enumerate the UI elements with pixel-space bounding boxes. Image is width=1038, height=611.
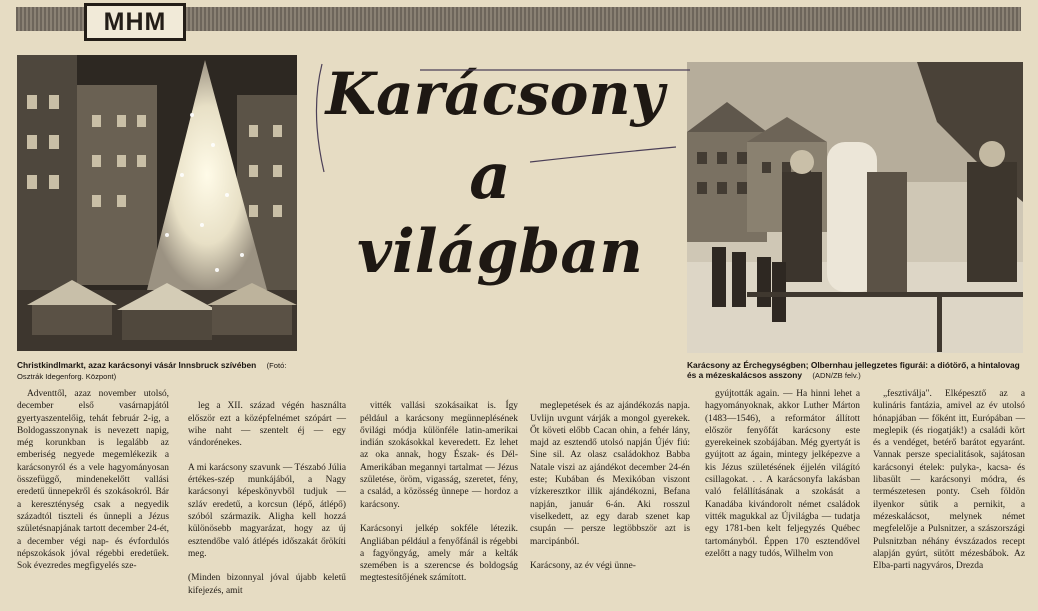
caption-left-text: Christkindlmarkt, azaz karácsonyi vásár Innsbruck szívében <box>17 360 257 370</box>
article-column-6-text: „fesztiválja". Elképesztő az a kulináris fantázia, amivel az év utolsó hónapjában — főként itt, Európában — meglepik (és riogatják!) a családi kört és a vendéget, betérő barátot egyaránt. Vannak persze specialitások, sajátosan karácsonyi ételek: pulyka-, kacsa- és libasült — karácsonyi módra, és természetesen ponty. Cseh földön ilyenkor sütik a pernikit, a mézeskalácsot, melynek német megfelelője a Pulsnitzer, a szászországi Pulsnitzban néhány évszázados recept alapján gyúrt, sütött mézesbábok. Az Elba-parti nagyváros, Drezda <box>873 389 1025 572</box>
photo-innsbruck-christmas-market <box>17 55 297 351</box>
article-column-4-text: meglepetések és az ajándékozás napja. Uvlijn uvgunt várják a mongol gyerekek. Őt követi előbb Cacan ohin, a fehér lány, majd az esztendő utolsó napján Újév fiú: Sine sil. Az olasz családokhoz Babba Natale viszi az ajándékot december 24-én este; Kubában és Mexikóban viszont vízkeresztkor illik ajándékozni, Befana napján, január 6-án. Aki rosszul viselkedett, az egy darab szenet kap csupán — persze legtöbbször azt is marcipánból. Karácsony, az év végi ünne- <box>530 401 690 572</box>
caption-right-photo <box>687 360 1023 381</box>
caption-left-credit: (Fotó: Osztrák Idegenforg. Központ) <box>17 361 287 381</box>
article-title-line-2: a <box>469 139 511 214</box>
article-column-5-text: gyújtották again. — Ha hinni lehet a hagyományoknak, akkor Luther Márton (1483—1546), a reformátor állított először fenyőfát karácsony este gyerekeinek szobájában. Még gyertyát is gyújtott az ágain, mintegy jelképezve a kis Jézus születésének éjjelén világító csillagokat. . . A karácsonyfa lakásban való felállításának a szokását a Kanadába kivándorolt német családok vitték magukkal az Újvilágba — tudatja egy 1781-ben kelt feljegyzés Québec tartományból. Éppen 170 esztendővel ezelőtt a nagy tudós, Wilhelm von <box>705 389 860 559</box>
article-column-6 <box>873 388 1025 574</box>
caption-right-credit: (ADN/ZB felv.) <box>812 371 861 380</box>
magazine-logo: MHM <box>84 3 186 41</box>
article-column-1-text: Adventtől, azaz november utolsó, december első vasárnapjától gyertyaszentelőig, tehát február 2-ig, a Boldogasszonynak is nevezett napig, még korunkban is legalább az emberiség negyede megemlékezik a karácsonyról és a vele hagyományosan összefüggő, mindenekelőtt vallási eredetű ünnepekről és szokásokról. Bár a kereszténység csak a negyedik századtól tiszteli és ünnepli a Jézus születésnapjának tartott december 24-ét, a december végi nap- és évfordulós népszokások jóval régebbi eredetűek. Sok évezredes megfigyelés sze- <box>17 389 169 572</box>
article-column-3 <box>360 388 518 599</box>
article-column-1 <box>17 388 169 574</box>
caption-left-photo <box>17 360 297 382</box>
photo-innsbruck-illustration <box>17 55 297 351</box>
article-column-5 <box>705 388 860 562</box>
article-column-4 <box>530 388 690 587</box>
article-title-line-1: Karácsony <box>325 60 665 128</box>
article-column-3-text: vitték vallási szokásaikat is. Így például a karácsony megünneplésének ővilági módja különféle latin-amerikai indián szokásokkal keveredett. Ez lehet az oka annak, hogy Észak- és Dél-Amerikában megannyi tartalmat — Jézus születése, öröm, vigasság, szeretet, fény, a család, a közösség ünnepe — hordoz a karácsony. Karácsonyi jelkép sokféle létezik. Angliában például a fenyőfánál is régebbi a fagyöngyág, amely már a kelták szemében is a szerencse és boldogság megtestesítőjének számított. <box>360 401 518 584</box>
caption-right-text: Karácsony az Érchegységben; Olbernhau jellegzetes figurái: a diótörő, a hintalovag és a mézeskalácsos asszony <box>687 360 1020 380</box>
article-column-2 <box>188 388 346 611</box>
photo-olbernhau-illustration <box>687 62 1023 353</box>
article-column-2-text: leg a XII. század végén használta először ezt a középfelnémet szópárt — wihe naht — szentelt éj — egy vándorénekes. A mi karácsony szavunk — Tészabó Júlia értékes-szép munkájából, a Nagy karácsonyi képeskönyvből tudjuk — szláv eredetű, a korcsun (lépő, átlépő) szóból származik. Aligha kell hozzá különösebb magyarázat, hogy az új esztendőbe való átlépés időszakát őrökíti meg. (Minden bizonnyal jóval újabb keletű kifejezés, amit <box>188 401 346 596</box>
photo-olbernhau-figures <box>687 62 1023 353</box>
pencil-annotation-marks <box>300 52 700 192</box>
article-title-line-3: világban <box>357 217 643 287</box>
